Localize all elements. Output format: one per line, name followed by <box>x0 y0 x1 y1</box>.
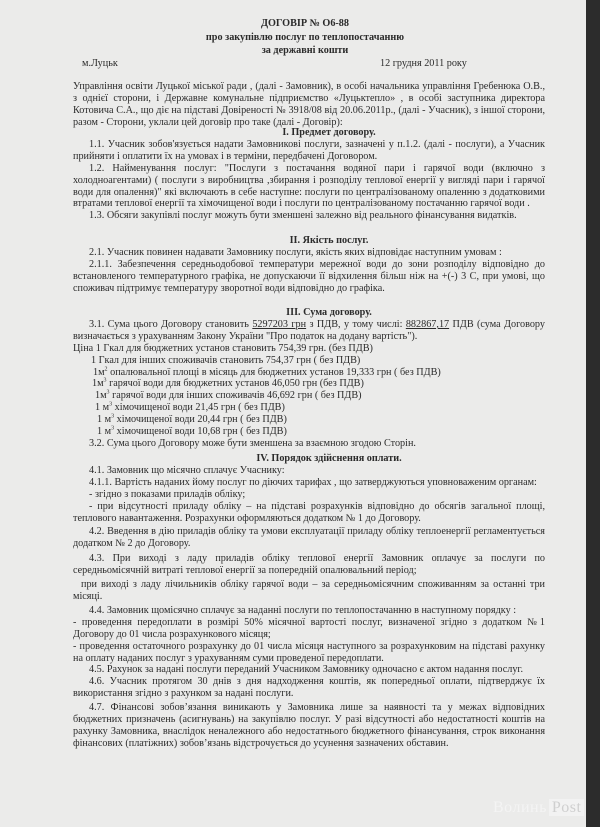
clause-4-5: 4.5. Рахунок за надані послуги переданий Учасником Замовнику одночасно є актом надання послуг. <box>89 664 524 676</box>
clause-3-1-text-2: з ПДВ, у тому числі: <box>306 318 406 330</box>
clause-1-3: 1.3. Обсяги закупівлі послуг можуть бути зменшені залежно від реального фінансування видатків. <box>89 210 517 222</box>
section-heading: ІV. Порядок здійснення оплати. <box>256 453 402 464</box>
watermark-text-post: Post <box>549 799 585 816</box>
price-text: хімочищеної води 20,44 грн ( без ПДВ) <box>114 414 287 426</box>
section-1 <box>73 127 545 222</box>
clause-3-1-text: 3.1. Сума цього Договору становить <box>89 318 253 330</box>
clause-4-1-1-a: - згідно з показами приладів обліку; <box>89 488 246 500</box>
price-item <box>73 402 545 414</box>
price-unit-exponent: 3 <box>106 389 110 396</box>
price-unit-exponent: 3 <box>109 401 113 408</box>
watermark-text: Волинь <box>493 799 547 816</box>
clause-2-1: 2.1. Учасник повинен надавати Замовнику послуги, якість яких відповідає наступним умовам : <box>89 246 502 258</box>
clause-1-2: 1.2. Найменування послуг: "Послуги з постачання водяної пари і гарячої води (включно з холодноагентами) ( послуги з виробництва ,збирання і розподілу теплової енергії у вигляді пари і гарячої води для опалення)" які включають в себе наступне: послуги по централізованому опаленню з додатковими втратами теплової енергії та хімочищеної води і послуги по централізованому постачанню гарячої води . <box>73 162 545 210</box>
clause-4-7: 4.7. Фінансові зобов’язання виникають у Замовника лише за наявності та у межах відповідних бюджетних призначень (асигнувань) на закупівлю послуг. У разі відсутності або недостатності коштів на рахунку Замовника, внаслідок неналежного або недостатнього бюджетного фінансування, строк виконання фінансових (платіжних) зобов’язань відстрочується до усунення зазначених обставин. <box>73 702 545 749</box>
price-unit: 1 м <box>95 402 110 414</box>
clause-4-1: 4.1. Замовник що місячно сплачує Учаснику: <box>89 464 285 476</box>
price-unit: 1 м <box>97 414 112 426</box>
section-3 <box>73 307 545 450</box>
document-title-block <box>0 17 600 58</box>
price-item <box>73 355 545 367</box>
clause-2-1-1: 2.1.1. Забезпечення середньодобової температури мережної води до зони розподілу відповідно до встановленого температурного графіка, не допускаючи її відхилення більш ніж на +(-) 3 С, при умові, що споживач підтримує температуру зворотної води відповідно до графіка. <box>73 258 545 294</box>
price-item <box>73 390 545 402</box>
price-text: гарячої води для бюджетних установ 46,050 грн (без ПДВ) <box>106 378 364 390</box>
clause-1-1: 1.1. Учасник зобов'язується надати Замовникові послуги, зазначені у п.1.2. (далі - послуги), а Учасник прийняти і оплатити їх на умовах і в терміни, передбачені Договором. <box>73 138 545 162</box>
price-text: гарячої води для інших споживачів 46,692 грн ( без ПДВ) <box>109 390 362 402</box>
price-unit-exponent: 2 <box>104 366 108 373</box>
city: м.Луцьк <box>82 58 118 69</box>
document-title: ДОГОВІР № О6-88 <box>261 18 349 29</box>
document-subtitle-2: за державні кошти <box>261 45 349 56</box>
preamble: Управління освіти Луцької міської ради , (далі - Замовник), в особі начальника управління Гребенюка О.В., з однієї сторони, і Державне комунальне підприємство «Луцьктепло» , в особі заступника директора Котовича С.А., що діє на підставі Довіреності № 3918/08 від 20.06.2011р., (далі - Учасник), з іншої сторони, разом - Сторони, уклали цей договір про таке (далі - Договір): <box>73 81 545 128</box>
price-unit: 1м <box>93 366 105 378</box>
clause-4-6: 4.6. Учасник протягом 30 днів з дня надходження коштів, як попередньої оплати, підтверджує їх використання згідно з рахунком за надані послуги. <box>73 676 545 700</box>
price-item <box>73 343 545 355</box>
price-unit-exponent: 3 <box>103 378 107 385</box>
price-text: хімочищеної води 21,45 грн ( без ПДВ) <box>112 402 285 414</box>
contract-sum: 5297203 грн <box>252 318 307 330</box>
clause-3-1-text-3: ПДВ (сума Договору визначається з урахуванням Закону України "Про податок на додану вартість"). <box>73 318 545 342</box>
price-unit: Ціна 1 Гкал <box>73 342 124 354</box>
price-text: хімочищеної води 10,68 грн ( без ПДВ) <box>114 426 287 438</box>
price-unit: 1м <box>92 378 104 390</box>
price-item <box>73 367 545 379</box>
section-heading: ІІ. Якість послуг. <box>289 235 369 246</box>
section-4 <box>73 453 545 750</box>
watermark-logo <box>493 799 584 816</box>
price-text: опалювальної площі в місяць для бюджетних установ 19,333 грн ( без ПДВ) <box>107 366 441 378</box>
price-item <box>73 378 545 390</box>
contract-date: 12 грудня 2011 року <box>380 58 467 69</box>
price-item <box>73 426 545 438</box>
price-text: для бюджетних установ становить 754,39 грн. (без ПДВ) <box>123 342 373 354</box>
clause-4-1-1-b: - при відсутності приладу обліку – на підставі розрахунків відповідно до обсягів загальної площі, теплового навантаження. Розрахунки оформляються додатком № 1 до Договору. <box>73 500 545 524</box>
clause-4-4-a: - проведення передоплати в розмірі 50% місячної вартості послуг, визначеної згідно з додатком №1 Договору до 01 числа розрахункового місяця; <box>73 616 545 640</box>
vat-sum: 882867,17 <box>405 318 450 330</box>
price-list <box>73 343 545 438</box>
clause-4-3-b: при виході з ладу лічильників обліку гарячої води – за середньомісячним споживанням за останні три місяці. <box>73 579 545 602</box>
section-heading: І. Предмет договору. <box>282 127 376 138</box>
clause-4-1-1: 4.1.1. Вартість наданих йому послуг по діючих тарифах , що затверджуються уповноваженим органам: <box>89 476 537 488</box>
clause-4-2: 4.2. Введення в дію приладів обліку та умови експлуатації приладу обліку теплоенергії регламентується додатком № 2 до Договору. <box>73 526 545 550</box>
price-unit: 1м <box>95 390 107 402</box>
price-unit: 1 м <box>97 426 112 438</box>
section-2 <box>73 235 545 295</box>
clause-3-1 <box>73 319 545 343</box>
clause-4-3: 4.3. При виході з ладу приладів обліку теплової енергії Замовник оплачує за послуги по середньомісячній витраті теплової енергії за попередній опалювальний період; <box>73 553 545 577</box>
price-item <box>73 414 545 426</box>
scan-edge <box>586 0 600 827</box>
section-heading: ІІІ. Сума договору. <box>286 307 372 318</box>
document-subtitle: про закупівлю послуг по теплопостачанню <box>205 31 405 43</box>
price-unit: 1 Гкал <box>91 354 120 366</box>
price-text: для інших споживачів становить 754,37 грн ( без ПДВ) <box>119 354 361 366</box>
clause-3-2: 3.2. Сума цього Договору може бути зменшена за взаємною згодою Сторін. <box>89 437 416 449</box>
price-unit-exponent: 3 <box>111 413 115 420</box>
preamble-block <box>73 81 545 129</box>
clause-4-4-b: - проведення остаточного розрахунку до 01 числа місяця наступного за розрахунковим на підставі рахунку на оплату наданих послуг з урахуванням суми проведеної передоплати. <box>73 640 545 664</box>
price-unit-exponent: 3 <box>111 425 115 432</box>
clause-4-4: 4.4. Замовник щомісячно сплачує за наданні послуги по теплопостачанню в наступному порядку : <box>89 604 517 616</box>
